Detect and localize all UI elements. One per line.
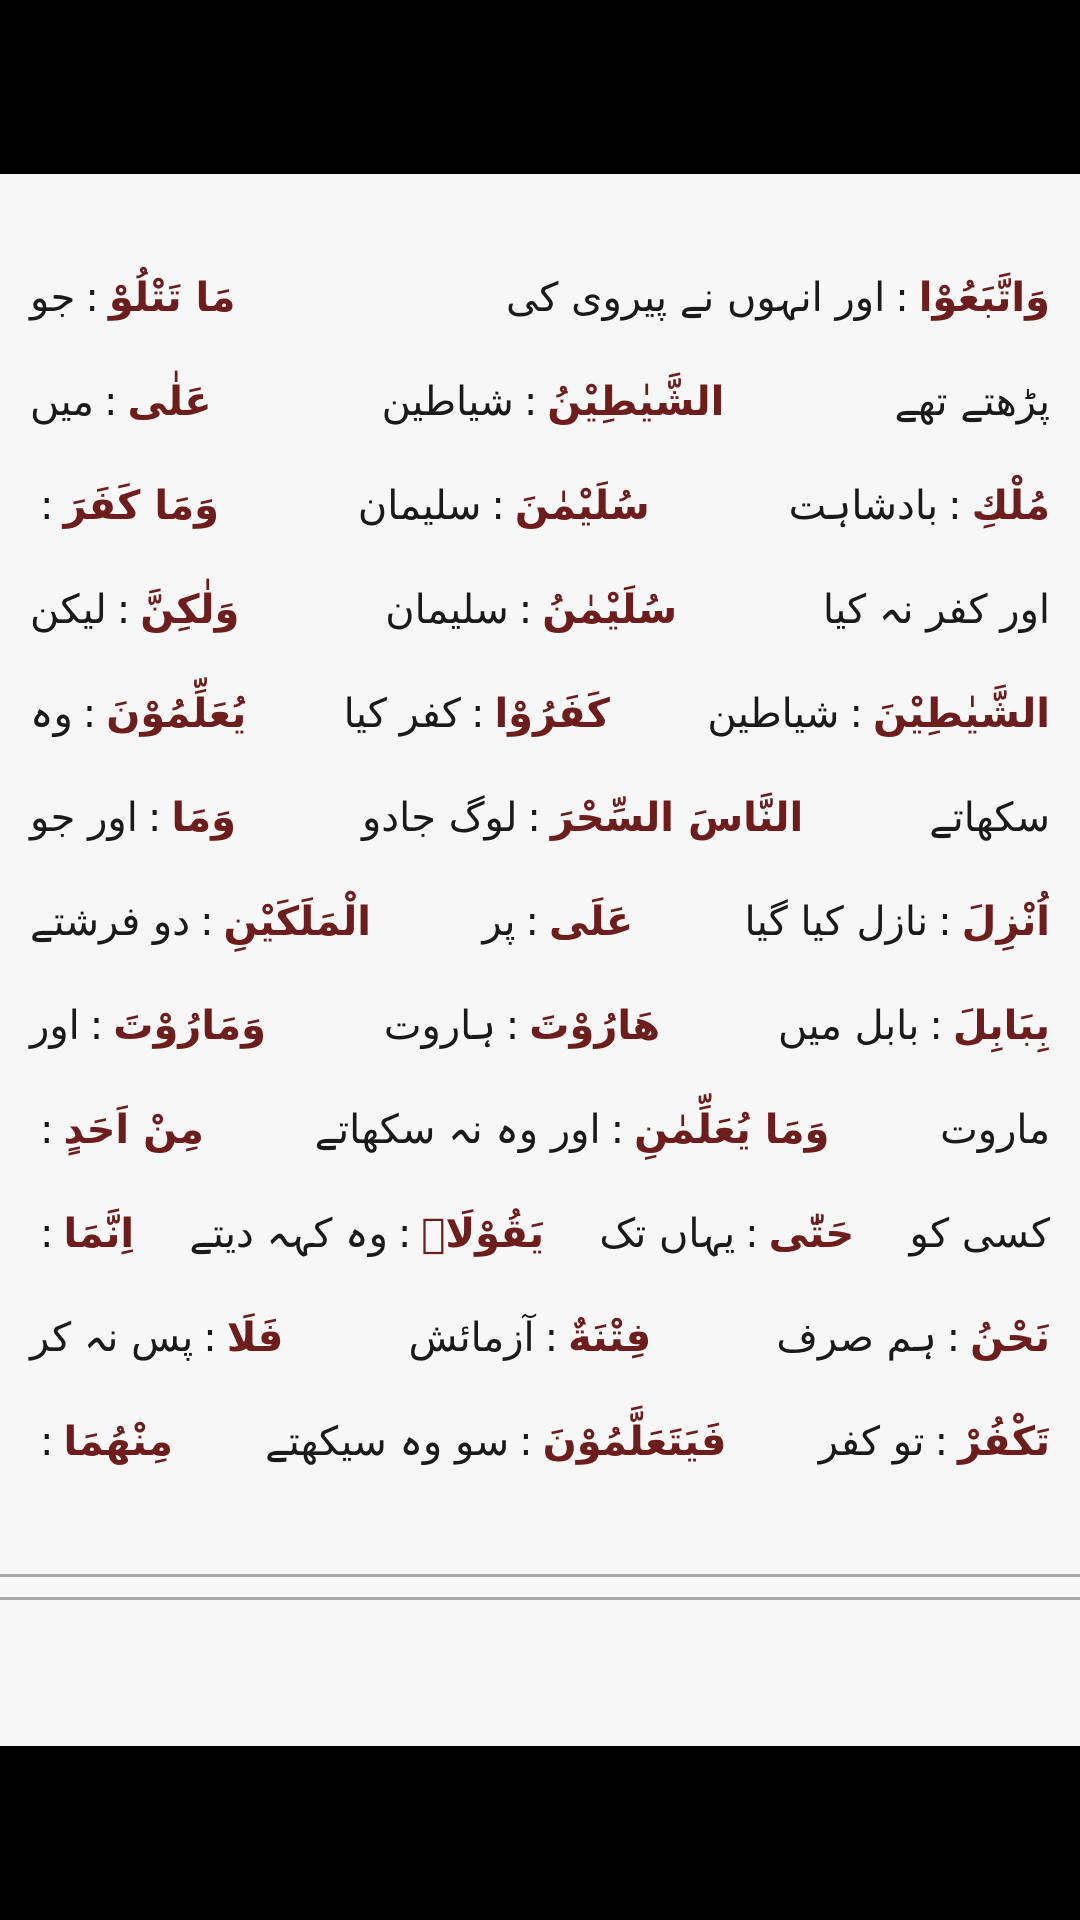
urdu-meaning: اور انہوں نے پیروی کی [506, 275, 886, 321]
urdu-meaning: اور جو [30, 795, 138, 841]
arabic-word: يُعَلِّمُوْنَ [106, 691, 247, 737]
arabic-word: فَيَتَعَلَّمُوْنَ [542, 1419, 727, 1465]
urdu-meaning: شیاطین [381, 379, 514, 425]
urdu-meaning: میں [30, 379, 94, 425]
colon-separator: : [745, 1211, 759, 1257]
divider-line [0, 1574, 1080, 1577]
word-pair [358, 483, 650, 529]
word-pair [819, 1419, 1050, 1465]
arabic-word: سُلَيْمٰنُ [542, 587, 678, 633]
colon-separator: : [519, 1419, 533, 1465]
arabic-word: عَلٰى [127, 379, 212, 425]
word-pair [30, 275, 235, 321]
urdu-meaning: کفر کیا [343, 691, 461, 737]
arabic-word: وَلٰكِنَّ [140, 587, 240, 633]
arabic-word: الشَّيٰطِيْنُ [547, 379, 725, 425]
urdu-meaning: آزمائش [408, 1315, 535, 1361]
colon-separator: : [929, 1003, 943, 1049]
arabic-word: اِنَّمَا [63, 1211, 135, 1257]
arabic-word: النَّاسَ السِّحْرَ [550, 795, 804, 841]
word-pair [30, 1211, 134, 1257]
word-pair [30, 899, 371, 945]
word-pair [315, 1107, 830, 1153]
urdu-meaning: سلیمان [385, 587, 509, 633]
word-pair [30, 483, 219, 529]
word-pair [408, 1315, 651, 1361]
urdu-meaning: جو [30, 275, 76, 321]
text-line [30, 974, 1050, 1078]
word-pair [707, 691, 1050, 737]
colon-separator: : [491, 483, 505, 529]
arabic-word: فِتْنَةٌ [568, 1315, 652, 1361]
word-pair [344, 691, 610, 737]
word-pair [506, 275, 1050, 321]
text-line [30, 1182, 1050, 1286]
word-pair [744, 899, 1050, 945]
text-line [30, 246, 1050, 350]
urdu-meaning: لیکن [30, 587, 107, 633]
colon-separator: : [40, 1419, 54, 1465]
arabic-word: وَمَارُوْتَ [113, 1003, 266, 1049]
word-pair [940, 1107, 1050, 1153]
colon-separator: : [85, 275, 99, 321]
urdu-meaning: ہاروت [383, 1003, 496, 1049]
arabic-word: مُلْكِ [971, 483, 1050, 529]
colon-separator: : [527, 795, 541, 841]
word-pair [30, 795, 236, 841]
colon-separator: : [523, 379, 538, 425]
arabic-word: تَكْفُرْ [958, 1419, 1050, 1465]
word-pair [929, 795, 1050, 841]
urdu-meaning: دو فرشتے [30, 899, 191, 945]
colon-separator: : [397, 1211, 412, 1257]
colon-separator: : [946, 1315, 961, 1361]
arabic-word: الْمَلَكَيْنِ [223, 899, 372, 945]
urdu-meaning: پس نہ کر [30, 1315, 194, 1361]
colon-separator: : [40, 1107, 54, 1153]
word-pair [382, 379, 725, 425]
arabic-word: مِنْهُمَا [63, 1419, 173, 1465]
arabic-word: بِبَابِلَ [952, 1003, 1050, 1049]
urdu-meaning: لوگ جادو [361, 795, 518, 841]
colon-separator: : [505, 1003, 520, 1049]
colon-separator: : [103, 379, 118, 425]
colon-separator: : [610, 1107, 625, 1153]
urdu-meaning: کسی کو [909, 1211, 1050, 1257]
arabic-word: الشَّيٰطِيْنَ [872, 691, 1050, 737]
urdu-meaning: پر [482, 899, 516, 945]
word-pair [385, 587, 677, 633]
colon-separator: : [470, 691, 485, 737]
urdu-meaning: نازل کیا گیا [744, 899, 929, 945]
urdu-meaning: یہاں تک [599, 1211, 736, 1257]
colon-separator: : [518, 587, 533, 633]
urdu-meaning: بادشاہت [788, 483, 939, 529]
urdu-meaning: سو وہ سیکھتے [265, 1419, 510, 1465]
colon-separator: : [203, 1315, 217, 1361]
word-pair [30, 379, 212, 425]
text-line [30, 454, 1050, 558]
urdu-meaning: اور [30, 1003, 80, 1049]
colon-separator: : [934, 1419, 949, 1465]
word-pair [894, 379, 1050, 425]
arabic-word: وَمَا كَفَرَ [63, 483, 220, 529]
arabic-word: مَا تَتْلُوْ [108, 275, 236, 321]
word-pair [778, 1003, 1050, 1049]
word-pair [30, 1107, 204, 1153]
text-line [30, 870, 1050, 974]
urdu-meaning: وہ کہہ دیتے [189, 1211, 388, 1257]
urdu-meaning: اور وہ نہ سکھاتے [314, 1107, 601, 1153]
text-line [30, 350, 1050, 454]
word-pair [823, 587, 1050, 633]
urdu-meaning: سلیمان [357, 483, 482, 529]
word-pair [599, 1211, 854, 1257]
arabic-word: مِنْ اَحَدٍ [63, 1107, 204, 1153]
colon-separator: : [147, 795, 162, 841]
word-pair [362, 795, 803, 841]
word-pair [30, 1419, 173, 1465]
arabic-word: وَاتَّبَعُوْا [918, 275, 1050, 321]
arabic-word: يَقُوْلَاۤ [421, 1211, 545, 1257]
colon-separator: : [895, 275, 909, 321]
arabic-word: حَتّٰى [768, 1211, 855, 1257]
text-line [30, 766, 1050, 870]
urdu-meaning: شیاطین [707, 691, 840, 737]
word-pair [189, 1211, 544, 1257]
urdu-meaning: سکھاتے [929, 795, 1050, 841]
bottom-black-bar [0, 1746, 1080, 1920]
arabic-word: فَلَا [226, 1315, 284, 1361]
word-pair [30, 1003, 266, 1049]
arabic-word: عَلَى [549, 899, 634, 945]
urdu-meaning: تو کفر [818, 1419, 925, 1465]
text-line [30, 1390, 1050, 1494]
colon-separator: : [525, 899, 540, 945]
arabic-word: وَمَا [171, 795, 236, 841]
word-pair [30, 691, 246, 737]
colon-separator: : [116, 587, 131, 633]
colon-separator: : [40, 483, 54, 529]
word-pair [776, 1315, 1050, 1361]
colon-separator: : [40, 1211, 54, 1257]
urdu-meaning: بابل میں [778, 1003, 920, 1049]
arabic-word: اُنْزِلَ [961, 899, 1050, 945]
urdu-meaning: وہ [30, 691, 73, 737]
colon-separator: : [82, 691, 97, 737]
word-pair [789, 483, 1050, 529]
arabic-word: كَفَرُوْا [494, 691, 610, 737]
arabic-word: نَحْنُ [970, 1315, 1050, 1361]
word-pair [265, 1419, 726, 1465]
word-pair [30, 587, 239, 633]
urdu-meaning: اور کفر نہ کیا [822, 587, 1050, 633]
text-line [30, 662, 1050, 766]
arabic-word: وَمَا يُعَلِّمٰنِ [634, 1107, 830, 1153]
top-black-bar [0, 0, 1080, 174]
colon-separator: : [948, 483, 962, 529]
word-pair [30, 1315, 283, 1361]
translation-text-block [30, 246, 1050, 1494]
arabic-word: هَارُوْتَ [529, 1003, 661, 1049]
text-line [30, 1286, 1050, 1390]
colon-separator: : [938, 899, 952, 945]
colon-separator: : [200, 899, 214, 945]
word-pair [384, 1003, 660, 1049]
urdu-meaning: ماروت [940, 1107, 1050, 1153]
colon-separator: : [89, 1003, 104, 1049]
colon-separator: : [544, 1315, 559, 1361]
text-line [30, 1078, 1050, 1182]
urdu-meaning: ہم صرف [776, 1315, 937, 1361]
arabic-word: سُلَيْمٰنَ [514, 483, 650, 529]
word-pair [910, 1211, 1051, 1257]
divider-line [0, 1597, 1080, 1600]
colon-separator: : [849, 691, 863, 737]
word-pair [482, 899, 633, 945]
urdu-meaning: پڑھتے تھے [894, 379, 1050, 425]
text-line [30, 558, 1050, 662]
